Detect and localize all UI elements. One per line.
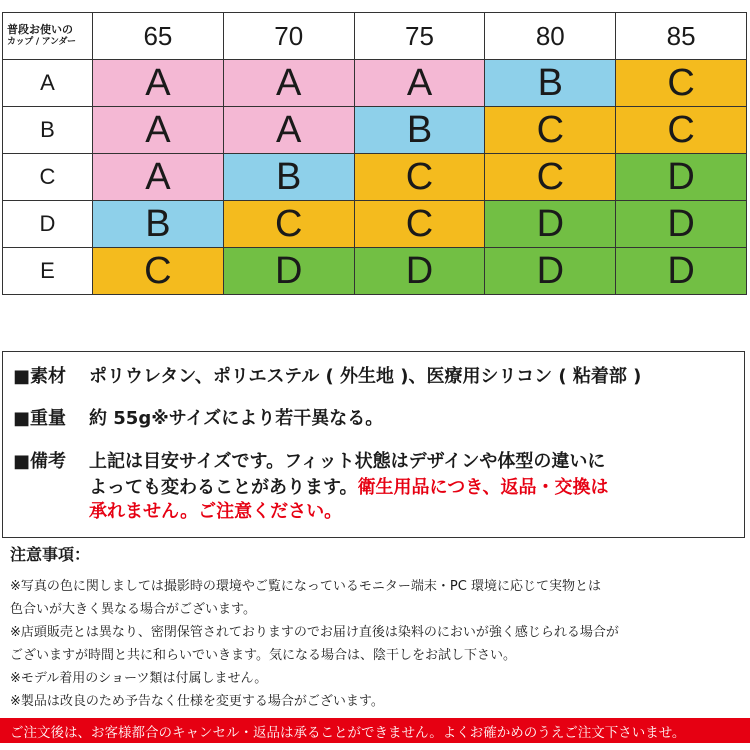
cup-row-header: C: [3, 154, 93, 201]
band-header: 65: [93, 13, 224, 60]
size-cell: D: [616, 248, 747, 295]
size-cell: C: [485, 107, 616, 154]
cup-row-header: A: [3, 60, 93, 107]
size-cell: A: [93, 154, 224, 201]
footer-warning-bar: [0, 718, 750, 743]
remarks-line2-warning: 衛生用品につき、返品・交換は: [357, 477, 609, 498]
weight-label: ■重量: [13, 408, 67, 429]
band-header: 85: [616, 13, 747, 60]
corner-header: [3, 13, 93, 60]
spec-box: [2, 351, 745, 538]
size-cell: D: [485, 248, 616, 295]
notes-title: 注意事項：: [10, 545, 91, 564]
note-line: ※店頭販売とは異なり、密閉保管されておりますのでお届け直後は染料のにおいが強く感じられる場合が: [10, 625, 619, 640]
remarks-line3-warning: 承れません。ご注意ください。: [89, 501, 343, 522]
size-cell: A: [223, 107, 354, 154]
size-cell: A: [93, 107, 224, 154]
size-cell: D: [485, 201, 616, 248]
material-value: ポリウレタン、ポリエステル ( 外生地 )、医療用シリコン ( 粘着部 ): [89, 366, 642, 387]
size-cell: B: [93, 201, 224, 248]
material-label: ■素材: [13, 366, 67, 387]
band-header: 80: [485, 13, 616, 60]
size-cell: A: [223, 60, 354, 107]
cup-row-header: E: [3, 248, 93, 295]
size-cell: C: [354, 201, 485, 248]
band-header: 70: [223, 13, 354, 60]
remarks-line1: 上記は目安サイズです。フィット状態はデザインや体型の違いに: [89, 451, 606, 472]
remarks-line2: [89, 475, 608, 501]
size-cell: A: [354, 60, 485, 107]
note-line: ※モデル着用のショーツ類は付属しません。: [10, 671, 268, 686]
size-cell: C: [93, 248, 224, 295]
note-line: 色合いが大きく異なる場合がございます。: [10, 602, 256, 617]
remarks-label: ■備考: [13, 451, 67, 472]
cup-row-header: B: [3, 107, 93, 154]
size-row: [3, 248, 747, 295]
size-cell: B: [354, 107, 485, 154]
size-cell: B: [223, 154, 354, 201]
note-line: ※製品は改良のため予告なく仕様を変更する場合がございます。: [10, 694, 384, 709]
size-row: [3, 154, 747, 201]
size-cell: C: [485, 154, 616, 201]
note-line: ございますが時間と共に和らいでいきます。気になる場合は、陰干しをお試し下さい。: [10, 648, 516, 663]
size-cell: D: [354, 248, 485, 295]
cup-row-header: D: [3, 201, 93, 248]
size-cell: D: [223, 248, 354, 295]
weight-value: 約 55g※サイズにより若干異なる。: [89, 408, 384, 429]
corner-header-line1: 普段お使いの: [7, 23, 73, 36]
size-chart-table: [2, 12, 747, 295]
size-cell: D: [616, 154, 747, 201]
size-cell: C: [354, 154, 485, 201]
band-header: 75: [354, 13, 485, 60]
corner-header-line2: カップ / アンダー: [7, 37, 76, 47]
footer-warning-text: ご注文後は、お客様都合のキャンセル・返品は承ることができません。よくお確かめのうえご注文下さいませ。: [10, 725, 686, 741]
size-row: [3, 201, 747, 248]
size-cell: C: [616, 107, 747, 154]
remarks-line2-normal: よっても変わることがあります。: [89, 477, 358, 498]
size-cell: D: [616, 201, 747, 248]
size-row: [3, 60, 747, 107]
band-header-row: [3, 13, 747, 60]
size-cell: A: [93, 60, 224, 107]
size-cell: B: [485, 60, 616, 107]
note-line: ※写真の色に関しましては撮影時の環境やご覧になっているモニター端末・PC 環境に応じて実物とは: [10, 579, 601, 594]
size-cell: C: [616, 60, 747, 107]
size-cell: C: [223, 201, 354, 248]
size-row: [3, 107, 747, 154]
